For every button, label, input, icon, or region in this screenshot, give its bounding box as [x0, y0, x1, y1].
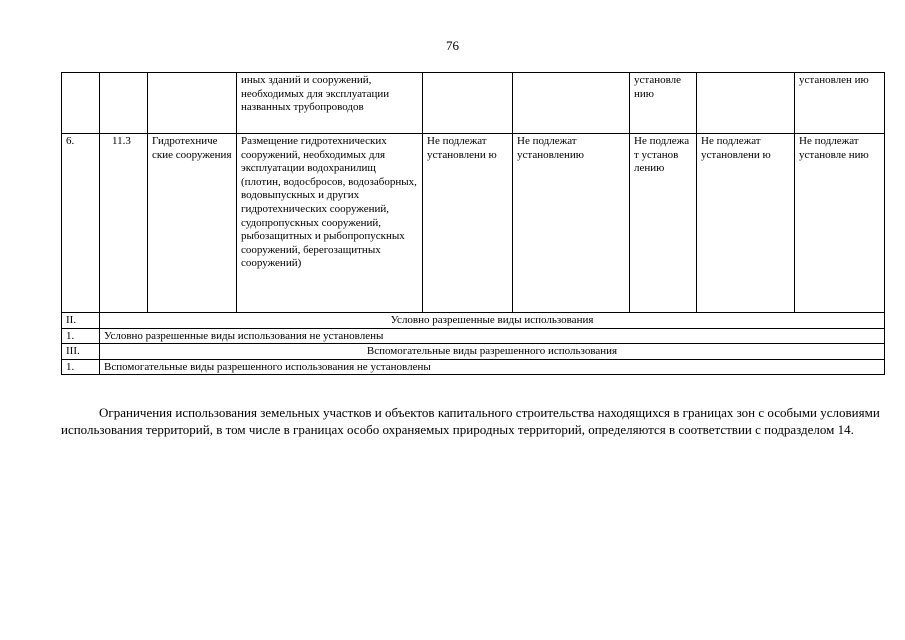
row-cell: Не подлежат установлению	[513, 134, 630, 313]
row-code	[100, 73, 148, 134]
row-cell	[423, 73, 513, 134]
table-row	[62, 134, 885, 313]
row-cell	[513, 73, 630, 134]
page-number: 76	[446, 38, 459, 53]
section-number: III.	[62, 344, 100, 360]
table-row	[62, 359, 885, 375]
row-text: Условно разрешенные виды использования не установлены	[100, 328, 885, 344]
section-number: II.	[62, 313, 100, 329]
row-cell: установле нию	[630, 73, 697, 134]
row-code: 11.3	[100, 134, 148, 313]
row-description: иных зданий и сооружений, необходимых для эксплуатации названных трубопроводов	[237, 73, 423, 134]
row-description: Размещение гидротехнических сооружений, необходимых для эксплуатации водохранилищ (плотин, водосбросов, водозаборных, водовыпускных и других гидротехнических сооружений, судопропускных сооружений, рыбозащитных и рыбопропускных сооружений, берегозащитных сооружений)	[237, 134, 423, 313]
section-header-row	[62, 313, 885, 329]
row-cell: Не подлежа т установ лению	[630, 134, 697, 313]
section-header-row	[62, 344, 885, 360]
row-name	[148, 73, 237, 134]
section-title: Вспомогательные виды разрешенного использования	[100, 344, 885, 360]
row-number	[62, 73, 100, 134]
row-cell: Не подлежат установлени ю	[697, 134, 795, 313]
table-row	[62, 73, 885, 134]
row-name: Гидротехниче ские сооружения	[148, 134, 237, 313]
row-number: 1.	[62, 359, 100, 375]
row-text: Вспомогательные виды разрешенного использования не установлены	[100, 359, 885, 375]
row-number: 6.	[62, 134, 100, 313]
row-cell	[697, 73, 795, 134]
row-cell: Не подлежат установлени ю	[423, 134, 513, 313]
body-paragraph: Ограничения использования земельных участков и объектов капитального строительства находящихся в границах зон с особыми условиями использования территорий, в том числе в границах особо охраняемых природных территорий, определяются в соответствии с подразделом 14.	[61, 405, 880, 437]
table-row	[62, 328, 885, 344]
section-title: Условно разрешенные виды использования	[100, 313, 885, 329]
row-cell: установлен ию	[795, 73, 885, 134]
row-number: 1.	[62, 328, 100, 344]
row-cell: Не подлежат установле нию	[795, 134, 885, 313]
land-use-table	[61, 72, 885, 375]
